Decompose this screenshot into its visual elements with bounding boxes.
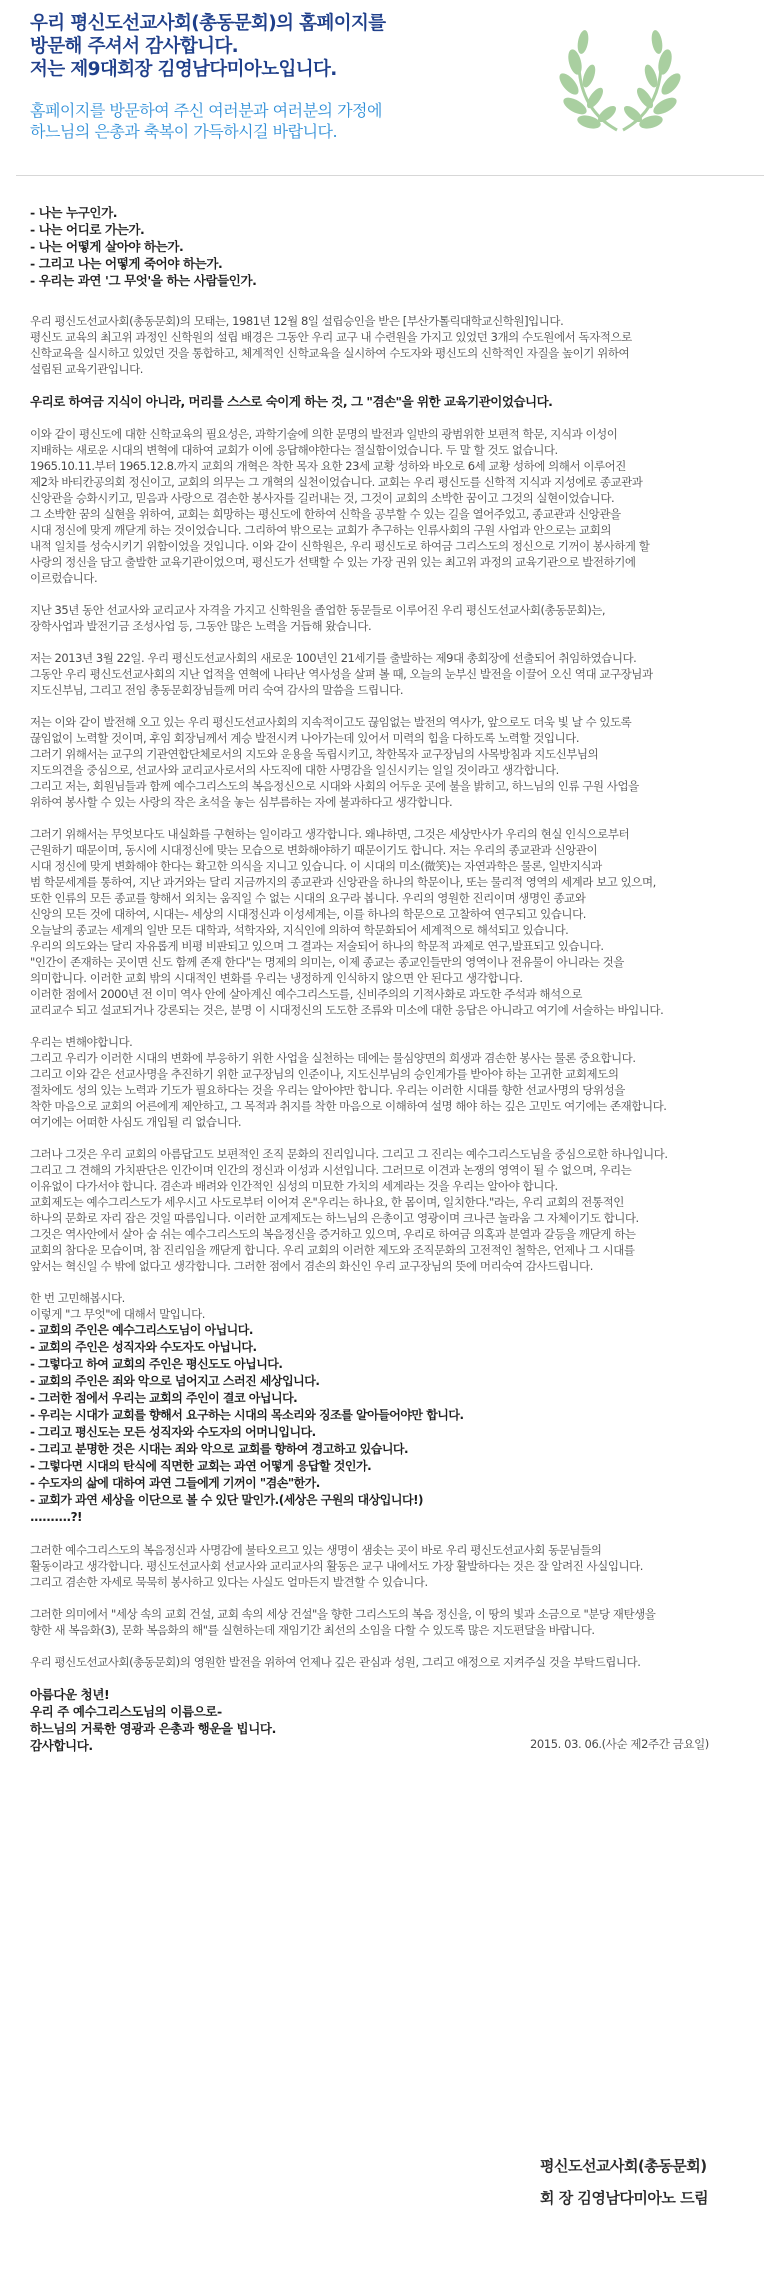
list-item: - 교회의 주인은 성직자와 수도자도 아닙니다. <box>30 1340 257 1354</box>
text-line: "인간이 존재하는 곳이면 신도 함께 존재 한다"는 명제의 의미는, 이제 종교는 종교인들만의 영역이나 전유물이 아니라는 것을 <box>30 955 624 969</box>
signature-org: 평신도선교사회(총동문회) <box>540 2157 707 2175</box>
paragraph-history <box>30 602 750 634</box>
list-item: - 수도자의 삶에 대하여 과연 그들에게 기꺼이 "겸손"한가. <box>30 1476 320 1490</box>
list-item: - 우리는 시대가 교회를 향해서 요구하는 시대의 목소리와 징조를 알아들어야만 합니다. <box>30 1408 464 1422</box>
paragraph-request <box>30 1654 750 1670</box>
paragraph-zeitgeist <box>30 826 750 1018</box>
paragraph-change <box>30 1034 750 1130</box>
list-item: - 나는 누구인가. <box>30 205 118 220</box>
list-item: - 그리고 분명한 것은 시대는 죄와 악으로 교회를 향하여 경고하고 있습니다. <box>30 1442 409 1456</box>
text-line: 지배하는 새로운 시대의 변혁에 대하여 교회가 이에 응답해야한다는 절실함이었습니다. 두 말 할 것도 없습니다. <box>30 443 558 457</box>
signature-block <box>540 2155 708 2209</box>
list-item: - 교회가 과연 세상을 이단으로 볼 수 있단 말인가.(세상은 구원의 대상입니다!) <box>30 1493 424 1507</box>
text-line: 지난 35년 동안 선교사와 교리교사 자격을 가지고 신학원을 졸업한 동문들로 이루어진 우리 평신도선교사회(총동문회)는, <box>30 603 606 617</box>
list-item: - 나는 어떻게 살아야 하는가. <box>30 239 184 254</box>
text-line: 평신도 교육의 최고위 과정인 신학원의 설립 배경은 그동안 우리 교구 내 수련원을 가지고 있었던 3개의 수도원에서 독자적으로 <box>30 330 632 344</box>
list-item: - 그리고 나는 어떻게 죽어야 하는가. <box>30 256 223 271</box>
text-line: 지도의견을 중심으로, 선교사와 교리교사로서의 사도직에 대한 사명감을 일신시키는 일일 것이라고 생각합니다. <box>30 763 559 777</box>
text-line: 제2차 바티칸공의회 정신이고, 교회의 의무는 그 개혁의 실천이었습니다. 교회는 우리 평신도를 신학적 지식과 지성에로 종교관과 <box>30 475 643 489</box>
text-line: 지도신부님, 그리고 전임 총동문회장님들께 머리 숙여 감사의 말씀을 드립니다. <box>30 683 404 697</box>
text-line: 우리는 변해야합니다. <box>30 1035 133 1049</box>
text-line: 신학교육을 실시하고 있었던 것을 통합하고, 체계적인 신학교육을 실시하여 수도자와 평신도의 신학적인 자질을 높이기 위하여 <box>30 346 630 360</box>
text-line: 착한 마음으로 교회의 어른에게 제안하고, 그 목적과 취지를 착한 마음으로 이해하여 설명 해야 하는 깊은 고민도 여기에는 존재합니다. <box>30 1099 667 1113</box>
humility-statement: 우리로 하여금 지식이 아니라, 머리를 스스로 숙이게 하는 것, 그 "겸손"을 위한 교육기관이었습니다. <box>30 394 553 409</box>
greeting-line: 방문해 주셔서 감사합니다. <box>30 36 239 57</box>
text-line: 의미합니다. 이러한 교회 밖의 시대적인 변화를 우리는 냉정하게 인식하지 않으면 안 된다고 생각합니다. <box>30 971 523 985</box>
paragraph-activities <box>30 1542 750 1590</box>
church-questions <box>30 1322 750 1526</box>
list-item: - 교회의 주인은 죄와 악으로 넘어지고 스러진 세상입니다. <box>30 1374 320 1388</box>
text-line: 사랑의 정신을 담고 출발한 교육기관이었으며, 평신도가 선택할 수 있는 가장 권위 있는 최고위 과정의 교육기관으로 발전하기에 <box>30 555 636 569</box>
closing-lines <box>30 1686 276 1754</box>
greeting-line: 저는 제9대회장 김영남다미아노입니다. <box>30 59 337 80</box>
text-line: 절차에도 성의 있는 노력과 기도가 필요하다는 것을 우리는 알아야만 합니다. 우리는 이러한 시대를 향한 선교사명의 당위성을 <box>30 1083 625 1097</box>
message-body <box>30 204 750 1766</box>
text-line: 위하여 봉사할 수 있는 사랑의 작은 초석을 놓는 심부름하는 자에 불과하다고 생각합니다. <box>30 795 453 809</box>
list-item: - 교회의 주인은 예수그리스도님이 아닙니다. <box>30 1323 253 1337</box>
text-line: 이러한 점에서 2000년 전 이미 역사 안에 살아계신 예수그리스도를, 신비주의의 기적사화로 과도한 주석과 해석으로 <box>30 987 582 1001</box>
blessing-line: 홈페이지를 방문하여 주신 여러분과 여러분의 가정에 <box>30 101 382 120</box>
text-line: 그리고 겸손한 자세로 묵묵히 봉사하고 있다는 사실도 얼마든지 발견할 수 있습니다. <box>30 1575 428 1589</box>
header <box>0 0 780 180</box>
text-line: 그러기 위해서는 무엇보다도 내실화를 구현하는 일이라고 생각합니다. 왜냐하면, 그것은 세상만사가 우리의 현실 인식으로부터 <box>30 827 630 841</box>
paragraph-church-culture <box>30 1146 750 1274</box>
text-line: 시대 정신에 맞게 변화해야 한다는 확고한 의식을 지니고 있습니다. 이 시대의 미소(微笑)는 자연과학은 물론, 일반지식과 <box>30 859 602 873</box>
text-line: 저는 이와 같이 발전해 오고 있는 우리 평신도선교사회의 지속적이고도 끊임없는 발전의 역사가, 앞으로도 더욱 빛 날 수 있도록 <box>30 715 632 729</box>
greeting-title <box>30 12 550 81</box>
text-line: 내적 일치를 성숙시키기 위함이었을 것입니다. 이와 같이 신학원은, 우리 평신도로 하여금 그리스도의 정신으로 기꺼이 봉사하게 할 <box>30 539 650 553</box>
list-item: - 그렇다고 하여 교회의 주인은 평신도도 아닙니다. <box>30 1357 283 1371</box>
closing-line: 감사합니다. <box>30 1738 93 1753</box>
text-line: 그러나 그것은 우리 교회의 아름답고도 보편적인 조직 문화의 진리입니다. 그리고 그 진리는 예수그리스도님을 중심으로한 하나입니다. <box>30 1147 668 1161</box>
blessing-text <box>30 100 550 142</box>
text-line: 한 번 고민해봅시다. <box>30 1291 125 1305</box>
text-line: 그동안 우리 평신도선교사회의 지난 업적을 연혁에 나타난 역사성을 살펴 볼 때, 오늘의 눈부신 발전을 이끌어 오신 역대 교구장님과 <box>30 667 653 681</box>
text-line: 끊임없이 노력할 것이며, 후임 회장님께서 계승 발전시켜 나아가는데 있어서 미력의 힘을 다하도록 노력할 것입니다. <box>30 731 580 745</box>
text-line: 그리고 그 견해의 가치판단은 인간이며 인간의 정신과 이성과 시선입니다. 그러므로 이견과 논쟁의 영역이 될 수 없으며, 우리는 <box>30 1163 632 1177</box>
paragraph-inauguration <box>30 650 750 698</box>
text-line: 그리고 이와 같은 선교사명을 추진하기 위한 교구장님의 인준이나, 지도신부님의 승인계가를 받아야 하는 고귀한 교회제도의 <box>30 1067 619 1081</box>
list-item: - 그렇다면 시대의 탄식에 직면한 교회는 과연 어떻게 응답할 것인가. <box>30 1459 372 1473</box>
closing-line: 우리 주 예수그리스도님의 이름으로- <box>30 1704 222 1719</box>
text-line: 그러한 의미에서 "세상 속의 교회 건설, 교회 속의 세상 건설"을 향한 그리스도의 복음 정신을, 이 땅의 빛과 소금으로 "분당 재탄생을 <box>30 1607 656 1621</box>
text-line: 앞서는 혁신일 수 밖에 없다고 생각합니다. 그러한 점에서 겸손의 화신인 우리 교구장님의 뜻에 머리숙여 감사드립니다. <box>30 1259 593 1273</box>
text-line: 저는 2013년 3월 22일. 우리 평신도선교사회의 새로운 100년인 21세기를 출발하는 제9대 총회장에 선출되어 취임하였습니다. <box>30 651 637 665</box>
text-line: 우리 평신도선교사회(총동문회)의 영원한 발전을 위하여 언제나 깊은 관심과 성원, 그리고 애정으로 지켜주실 것을 부탁드립니다. <box>30 1655 641 1669</box>
text-line: 우리 평신도선교사회(총동문회)의 모태는, 1981년 12월 8일 설립승인을 받은 [부산가톨릭대학교신학원]입니다. <box>30 314 564 328</box>
text-line: 그리고 우리가 이러한 시대의 변화에 부응하기 위한 사업을 실천하는 데에는 물심양면의 희생과 겸손한 봉사는 물론 중요합니다. <box>30 1051 636 1065</box>
blessing-line: 하느님의 은총과 축복이 가득하시길 바랍니다. <box>30 122 338 141</box>
text-line: 하나의 문화로 자리 잡은 것일 따름입니다. 이러한 교계제도는 하느님의 은총이고 영광이며 크나큰 놀라움 그 자체이기도 합니다. <box>30 1211 639 1225</box>
list-item: - 우리는 과연 '그 무엇'을 하는 사람들인가. <box>30 273 257 288</box>
closing-line: 하느님의 거룩한 영광과 은총과 행운을 빕니다. <box>30 1721 276 1736</box>
list-item: ..........?! <box>30 1510 83 1524</box>
paragraph-vision <box>30 1606 750 1638</box>
paragraph-origin <box>30 313 750 377</box>
text-line: 1965.10.11.부터 1965.12.8.까지 교회의 개혁은 착한 목자 요한 23세 교황 성하와 바오로 6세 교황 성하에 의해서 이루어진 <box>30 459 626 473</box>
paragraph-reflection <box>30 1290 750 1322</box>
text-line: 교리교수 되고 설교되거나 강론되는 것은, 분명 이 시대정신의 도도한 조류와 미소에 대한 응답은 아니라고 여기에 서술하는 바입니다. <box>30 1003 664 1017</box>
text-line: 신앙관을 승화시키고, 믿음과 사랑으로 겸손한 봉사자를 길러내는 것, 그것이 교회의 소박한 꿈이고 그것의 실현이었습니다. <box>30 491 615 505</box>
text-line: 장학사업과 발전기금 조성사업 등, 그동안 많은 노력을 거듭해 왔습니다. <box>30 619 372 633</box>
text-line: 신앙의 모든 것에 대하여, 시대는- 세상의 시대정신과 이성세계는, 이를 하나의 학문으로 고찰하여 연구되고 있습니다. <box>30 907 586 921</box>
text-line: 향한 새 복음화(3), 문화 복음화의 해"를 실현하는데 재임기간 최선의 소임을 다할 수 있도록 많은 지도편달을 바랍니다. <box>30 1623 595 1637</box>
text-line: 활동이라고 생각합니다. 평신도선교사회 선교사와 교리교사의 활동은 교구 내에서도 가장 활발하다는 것은 잘 알려진 사실입니다. <box>30 1559 644 1573</box>
letter-date: 2015. 03. 06.(사순 제2주간 금요일) <box>530 1737 709 1751</box>
text-line: 교회제도는 예수그리스도가 세우시고 사도로부터 이어져 온"우리는 하나요, 한 몸이며, 일치한다."라는, 우리 교회의 전통적인 <box>30 1195 624 1209</box>
text-line: 교회의 참다운 모습이며, 참 진리임을 깨닫게 합니다. 우리 교회의 이러한 제도와 조직문화의 고전적인 철학은, 언제나 그 시대를 <box>30 1243 635 1257</box>
text-line: 시대 정신에 맞게 깨닫게 하는 것이었습니다. 그리하여 밖으로는 교회가 추구하는 인류사회의 구원 사업과 안으로는 교회의 <box>30 523 612 537</box>
signature-name: 회 장 김영남다미아노 드림 <box>540 2189 709 2207</box>
text-line: 이르렀습니다. <box>30 571 98 585</box>
text-line: 그것은 역사안에서 살아 숨 쉬는 예수그리스도의 복음정신을 증거하고 있으며, 우리로 하여금 의혹과 분열과 갈등을 깨닫게 하는 <box>30 1227 636 1241</box>
closing-line: 아름다운 청년! <box>30 1687 110 1702</box>
text-line: 이렇게 "그 무엇"에 대해서 말입니다. <box>30 1307 205 1321</box>
text-line: 범 학문세계를 통하여, 지난 과거와는 달리 지금까지의 종교관과 신앙관을 하나의 학문이나, 또는 물리적 영역의 세계라 보고 있으며, <box>30 875 656 889</box>
laurel-wreath-icon <box>555 18 685 138</box>
list-item: - 그러한 점에서 우리는 교회의 주인이 결코 아닙니다. <box>30 1391 298 1405</box>
paragraph-commitment <box>30 714 750 810</box>
text-line: 또한 인류의 모든 종교를 향해서 외치는 움직일 수 없는 시대의 요구라 봅니다. 우리의 영원한 진리이며 생명인 종교와 <box>30 891 586 905</box>
list-item: - 그리고 평신도는 모든 성직자와 수도자의 어머니입니다. <box>30 1425 316 1439</box>
closing-block <box>30 1686 750 1766</box>
text-line: 우리의 의도와는 달리 자유롭게 비평 비판되고 있으며 그 결과는 저술되어 하나의 학문적 과제로 연구,발표되고 있습니다. <box>30 939 604 953</box>
text-line: 근원하기 때문이며, 동시에 시대정신에 맞는 모습으로 변화해야하기 때문이기도 합니다. 저는 우리의 종교관과 신앙관이 <box>30 843 598 857</box>
text-line: 여기에는 어떠한 사심도 개입될 리 없습니다. <box>30 1115 242 1129</box>
intro-questions <box>30 204 750 289</box>
list-item: - 나는 어디로 가는가. <box>30 222 145 237</box>
text-line: 설립된 교육기관입니다. <box>30 362 143 376</box>
text-line: 그러기 위해서는 교구의 기관연합단체로서의 지도와 운용을 독립시키고, 착한목자 교구장님의 사목방침과 지도신부님의 <box>30 747 599 761</box>
text-line: 이와 같이 평신도에 대한 신학교육의 필요성은, 과학기술에 의한 문명의 발전과 일반의 광범위한 보편적 학문, 지식과 이성이 <box>30 427 618 441</box>
text-line: 그리고 저는, 회원님들과 함께 예수그리스도의 복음정신으로 시대와 사회의 어두운 곳에 불을 밝히고, 하느님의 인류 구원 사업을 <box>30 779 639 793</box>
paragraph-necessity <box>30 426 750 586</box>
text-line: 그러한 예수그리스도의 복음정신과 사명감에 불타오르고 있는 생명이 샘솟는 곳이 바로 우리 평신도선교사회 동문님들의 <box>30 1543 602 1557</box>
header-divider <box>16 175 764 176</box>
text-line: 오늘날의 종교는 세계의 일반 모든 대학과, 석학자와, 지식인에 의하여 학문화되어 세계적으로 해석되고 있습니다. <box>30 923 569 937</box>
greeting-line: 우리 평신도선교사회(총동문회)의 홈페이지를 <box>30 13 386 34</box>
text-line: 그 소박한 꿈의 실현을 위하여, 교회는 희망하는 평신도에 한하여 신학을 공부할 수 있는 길을 열어주었고, 종교관과 신앙관을 <box>30 507 621 521</box>
text-line: 이유없이 다가서야 합니다. 겸손과 배려와 인간적인 심성의 미묘한 가치의 세계라는 것을 우리는 알아야 합니다. <box>30 1179 558 1193</box>
